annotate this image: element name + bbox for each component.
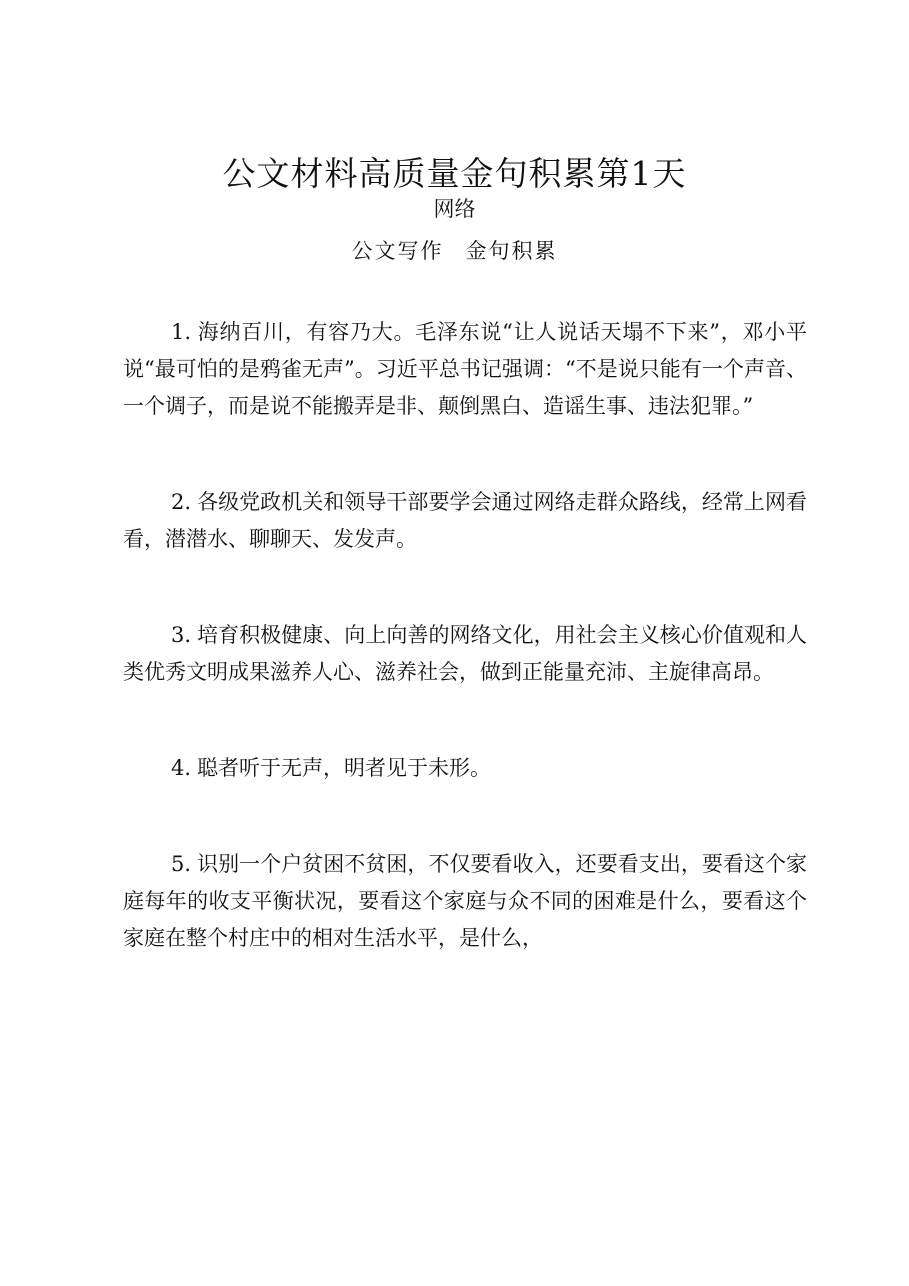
item-text: 海纳百川，有容乃大。毛泽东说“让人说话天塌不下来”，邓小平说“最可怕的是鸦雀无声”。习近平总书记强调：“不是说只能有一个声音、一个调子，而是说不能搬弄是非、颠倒黑白、造谣生事、违法犯罪。” bbox=[123, 320, 807, 418]
item-number: 1. bbox=[171, 320, 192, 344]
document-tags bbox=[0, 236, 909, 266]
tag-item: 金句积累 bbox=[465, 239, 558, 263]
quote-item bbox=[123, 314, 807, 425]
quote-item bbox=[123, 750, 807, 787]
item-number: 3. bbox=[171, 623, 192, 647]
item-text: 聪者听于无声，明者见于未形。 bbox=[197, 756, 492, 780]
quote-item bbox=[123, 846, 807, 957]
document-title: 公文材料高质量金句积累第1天 bbox=[222, 154, 687, 193]
quote-item bbox=[123, 484, 807, 558]
tag-item: 公文写作 bbox=[351, 239, 444, 263]
document-subtitle: 网络 bbox=[433, 197, 476, 221]
item-number: 4. bbox=[171, 756, 192, 780]
item-text: 识别一个户贫困不贫困，不仅要看收入，还要看支出，要看这个家庭每年的收支平衡状况，要看这个家庭与众不同的困难是什么，要看这个家庭在整个村庄中的相对生活水平，是什么， bbox=[123, 852, 807, 950]
item-text: 各级党政机关和领导干部要学会通过网络走群众路线，经常上网看看，潜潜水、聊聊天、发发声。 bbox=[123, 490, 807, 551]
document-body bbox=[123, 314, 807, 1016]
item-number: 2. bbox=[171, 490, 192, 514]
item-number: 5. bbox=[171, 852, 192, 876]
quote-item bbox=[123, 617, 807, 691]
item-text: 培育积极健康、向上向善的网络文化，用社会主义核心价值观和人类优秀文明成果滋养人心、滋养社会，做到正能量充沛、主旋律高昂。 bbox=[123, 623, 807, 684]
